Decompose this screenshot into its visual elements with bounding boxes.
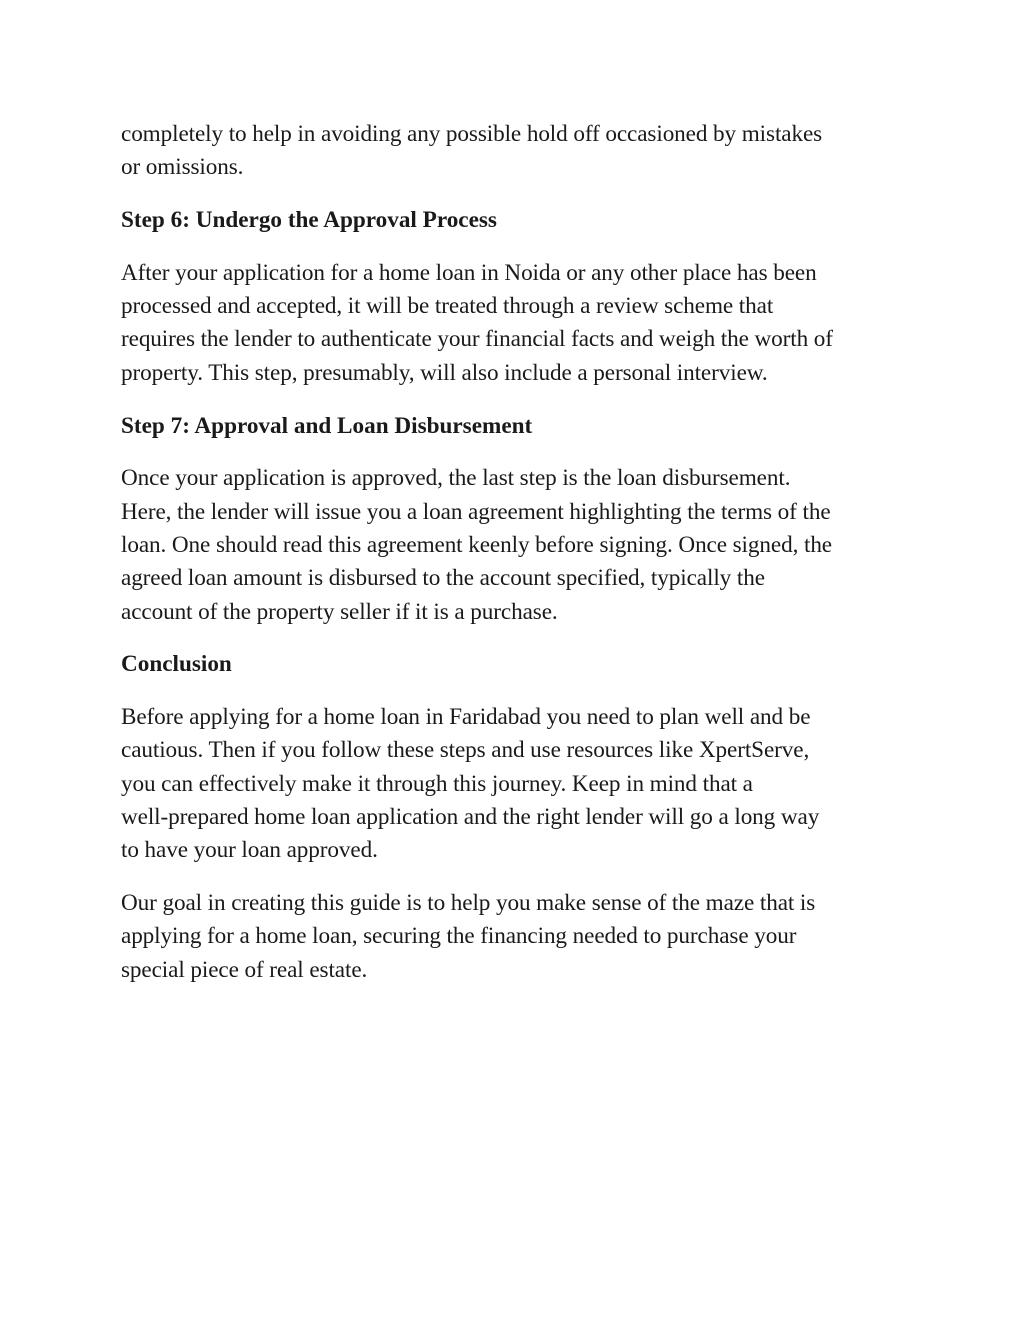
heading-conclusion: Conclusion (121, 651, 232, 678)
text-line: Before applying for a home loan in Faridabad you need to plan well and be (121, 704, 811, 731)
text-line: account of the property seller if it is a purchase. (121, 598, 558, 625)
text-line: property. This step, presumably, will also include a personal interview. (121, 359, 768, 386)
text-line: to have your loan approved. (121, 837, 378, 864)
text-line: applying for a home loan, securing the financing needed to purchase your (121, 923, 797, 950)
text-line: or omissions. (121, 154, 244, 181)
text-line: processed and accepted, it will be treated through a review scheme that (121, 293, 774, 320)
text-line: loan. One should read this agreement keenly before signing. Once signed, the (121, 531, 832, 558)
paragraph-guide-goal (121, 887, 911, 987)
text-line: After your application for a home loan in Noida or any other place has been (121, 259, 817, 286)
text-line: special piece of real estate. (121, 956, 368, 983)
paragraph-conclusion (121, 701, 911, 867)
text-line: cautious. Then if you follow these steps and use resources like XpertServe, (121, 737, 810, 764)
paragraph-step-6 (121, 257, 911, 390)
text-line: requires the lender to authenticate your financial facts and weigh the worth of (121, 326, 833, 353)
heading-step-6: Step 6: Undergo the Approval Process (121, 207, 497, 234)
heading-step-7: Step 7: Approval and Loan Disbursement (121, 412, 533, 439)
document-page (121, 118, 911, 1007)
text-line: well-prepared home loan application and the right lender will go a long way (121, 804, 820, 831)
text-line: Here, the lender will issue you a loan agreement highlighting the terms of the (121, 498, 831, 525)
text-line: Once your application is approved, the last step is the loan disbursement. (121, 465, 791, 492)
paragraph-continuation (121, 118, 911, 185)
text-line: completely to help in avoiding any possible hold off occasioned by mistakes (121, 121, 823, 147)
text-line: you can effectively make it through this journey. Keep in mind that a (121, 770, 753, 797)
paragraph-step-7 (121, 462, 911, 628)
text-line: agreed loan amount is disbursed to the account specified, typically the (121, 565, 765, 592)
text-line: Our goal in creating this guide is to help you make sense of the maze that is (121, 890, 816, 917)
